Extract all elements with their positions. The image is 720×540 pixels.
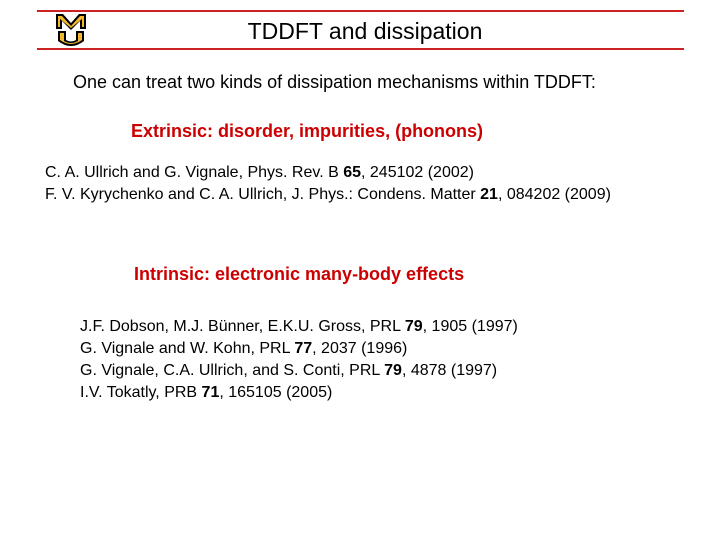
volume-number: 71: [201, 384, 220, 401]
intrinsic-heading: Intrinsic: electronic many-body effects: [134, 264, 465, 284]
intrinsic-references: [80, 316, 518, 404]
reference-item: G. Vignale, C.A. Ullrich, and S. Conti, PRL 79, 4878 (1997): [80, 362, 498, 379]
header-bottom-rule: [37, 48, 684, 50]
extrinsic-heading: Extrinsic: disorder, impurities, (phonons): [131, 121, 484, 141]
reference-item: J.F. Dobson, M.J. Bünner, E.K.U. Gross, PRL 79, 1905 (1997): [80, 318, 518, 335]
reference-item: F. V. Kyrychenko and C. A. Ullrich, J. Phys.: Condens. Matter 21, 084202 (2009): [45, 186, 611, 203]
intro-text: One can treat two kinds of dissipation mechanisms within TDDFT:: [73, 72, 596, 92]
header-top-rule: [37, 10, 684, 12]
volume-number: 77: [294, 340, 313, 357]
volume-number: 79: [384, 362, 402, 379]
page-title: TDDFT and dissipation: [247, 18, 483, 44]
reference-item: G. Vignale and W. Kohn, PRL 77, 2037 (1996): [80, 340, 408, 357]
reference-item: C. A. Ullrich and G. Vignale, Phys. Rev. B 65, 245102 (2002): [45, 164, 474, 181]
volume-number: 21: [480, 186, 498, 203]
volume-number: 79: [404, 318, 423, 335]
volume-number: 65: [343, 164, 361, 181]
reference-item: I.V. Tokatly, PRB 71, 165105 (2005): [80, 384, 333, 401]
extrinsic-references: [45, 162, 611, 206]
